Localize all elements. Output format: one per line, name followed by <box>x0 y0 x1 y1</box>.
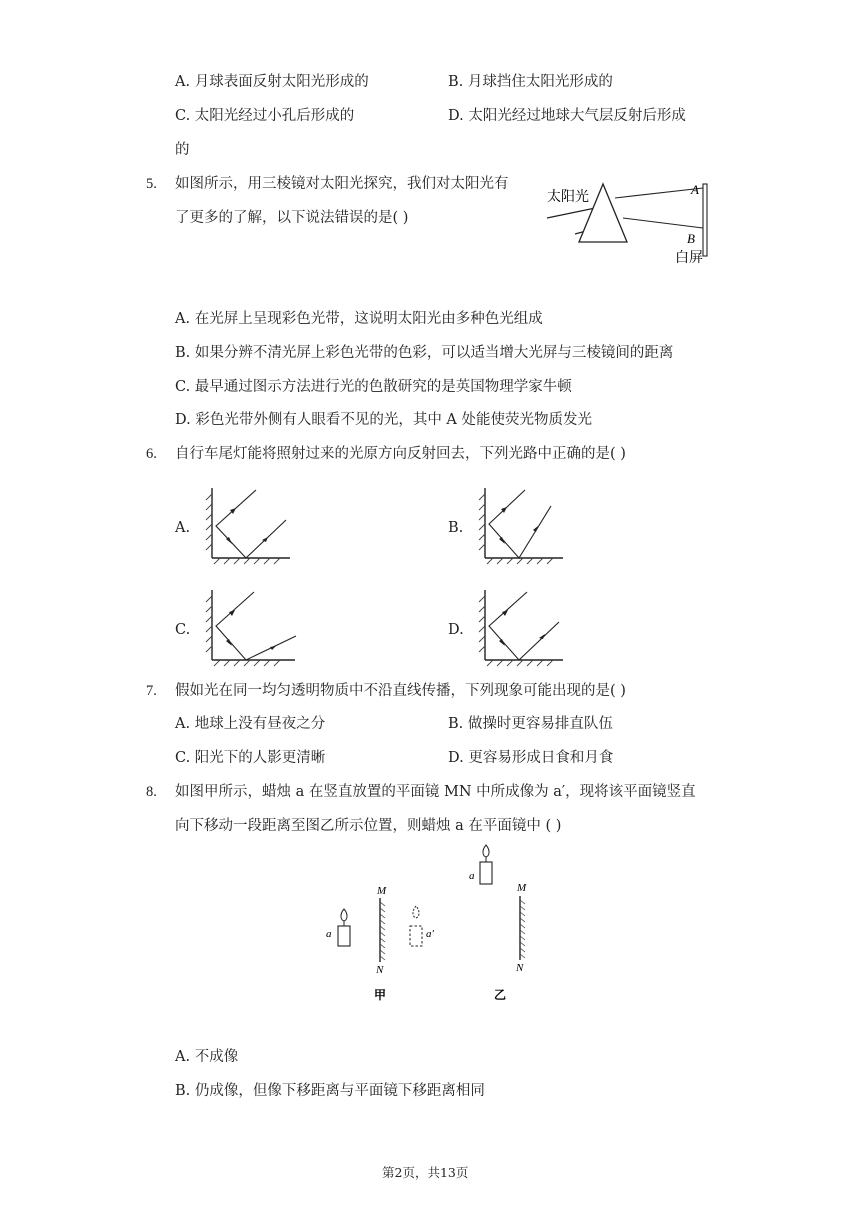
q4-option-a: A. 月球表面反射太阳光形成的 <box>175 74 369 90</box>
q5-option-d: D. 彩色光带外侧有人眼看不见的光，其中 A 处能使荧光物质发光 <box>175 412 593 428</box>
q7-option-b: B. 做操时更容易排直队伍 <box>448 716 613 732</box>
candle-body <box>338 926 350 946</box>
candle-flame-yi <box>483 845 489 857</box>
q4-option-d: D. 太阳光经过地球大气层反射后形成 <box>448 108 686 124</box>
q4-option-b: B. 月球挡住太阳光形成的 <box>448 74 613 90</box>
image-flame <box>413 906 419 918</box>
mirror-n-yi: N <box>516 962 524 974</box>
q7-option-c: C. 阳光下的人影更清晰 <box>175 750 326 766</box>
sun-label: 太阳光 <box>547 190 589 205</box>
reflector-diagram-b <box>473 484 568 569</box>
candle-body-yi <box>480 862 492 884</box>
screen-label: 白屏 <box>675 251 703 266</box>
dispersed-ray-a <box>615 188 703 198</box>
q8-stem-line2: 向下移动一段距离至图乙所示位置，则蜡烛 a 在平面镜中 ( ) <box>175 818 562 834</box>
q5-number: 5. <box>146 176 157 192</box>
label-a: A <box>691 182 699 197</box>
q4-option-d-wrap: 的 <box>175 142 190 158</box>
q7-option-a: A. 地球上没有昼夜之分 <box>175 716 326 732</box>
caption-yi: 乙 <box>494 988 507 1002</box>
mirror-figure <box>320 842 540 1004</box>
q5-stem-line2: 了更多的了解，以下说法错误的是( ) <box>175 210 409 226</box>
white-screen <box>703 184 707 256</box>
label-b: B <box>687 231 695 246</box>
q5-stem-line1: 如图所示，用三棱镜对太阳光探究，我们对太阳光有 <box>175 176 509 192</box>
q8-stem-line1: 如图甲所示，蜡烛 a 在竖直放置的平面镜 MN 中所成像为 a′，现将该平面镜竖直 <box>175 784 696 800</box>
q6-label-d: D. <box>448 622 464 638</box>
q7-option-d: D. 更容易形成日食和月食 <box>448 750 614 766</box>
q8-option-a: A. 不成像 <box>175 1049 239 1065</box>
image-candle <box>410 926 422 946</box>
q5-option-c: C. 最早通过图示方法进行光的色散研究的是英国物理学家牛顿 <box>175 379 572 395</box>
q6-label-a: A. <box>175 520 191 536</box>
q6-label-b: B. <box>448 520 464 536</box>
q7-stem: 假如光在同一均匀透明物质中不沿直线传播，下列现象可能出现的是( ) <box>175 683 626 699</box>
mirror-n-jia: N <box>376 964 384 976</box>
q6-label-c: C. <box>175 622 191 638</box>
q4-option-c: C. 太阳光经过小孔后形成的 <box>175 108 355 124</box>
image-label: a′ <box>426 928 434 940</box>
prism-figure <box>545 176 725 268</box>
candle-label-yi: a <box>469 870 475 882</box>
q6-stem: 自行车尾灯能将照射过来的光原方向反射回去，下列光路中正确的是( ) <box>175 446 626 462</box>
reflector-diagram-d <box>473 586 568 671</box>
reflector-diagram-c <box>200 586 300 671</box>
caption-jia: 甲 <box>374 988 387 1002</box>
q5-option-b: B. 如果分辨不清光屏上彩色光带的色彩，可以适当增大光屏与三棱镜间的距离 <box>175 345 674 361</box>
dispersed-ray-b <box>623 218 703 228</box>
q8-number: 8. <box>146 784 157 800</box>
q7-number: 7. <box>146 683 157 699</box>
mirror-m-yi: M <box>517 882 527 894</box>
candle-flame <box>341 909 347 921</box>
q5-option-a: A. 在光屏上呈现彩色光带，这说明太阳光由多种色光组成 <box>175 311 543 327</box>
reflector-diagram-a <box>200 484 295 569</box>
mirror-m-jia: M <box>377 885 387 897</box>
page-footer: 第2页，共13页 <box>382 1165 469 1180</box>
candle-label-jia: a <box>326 928 332 940</box>
q6-number: 6. <box>146 446 157 462</box>
q8-option-b: B. 仍成像，但像下移距离与平面镜下移距离相同 <box>175 1083 485 1099</box>
